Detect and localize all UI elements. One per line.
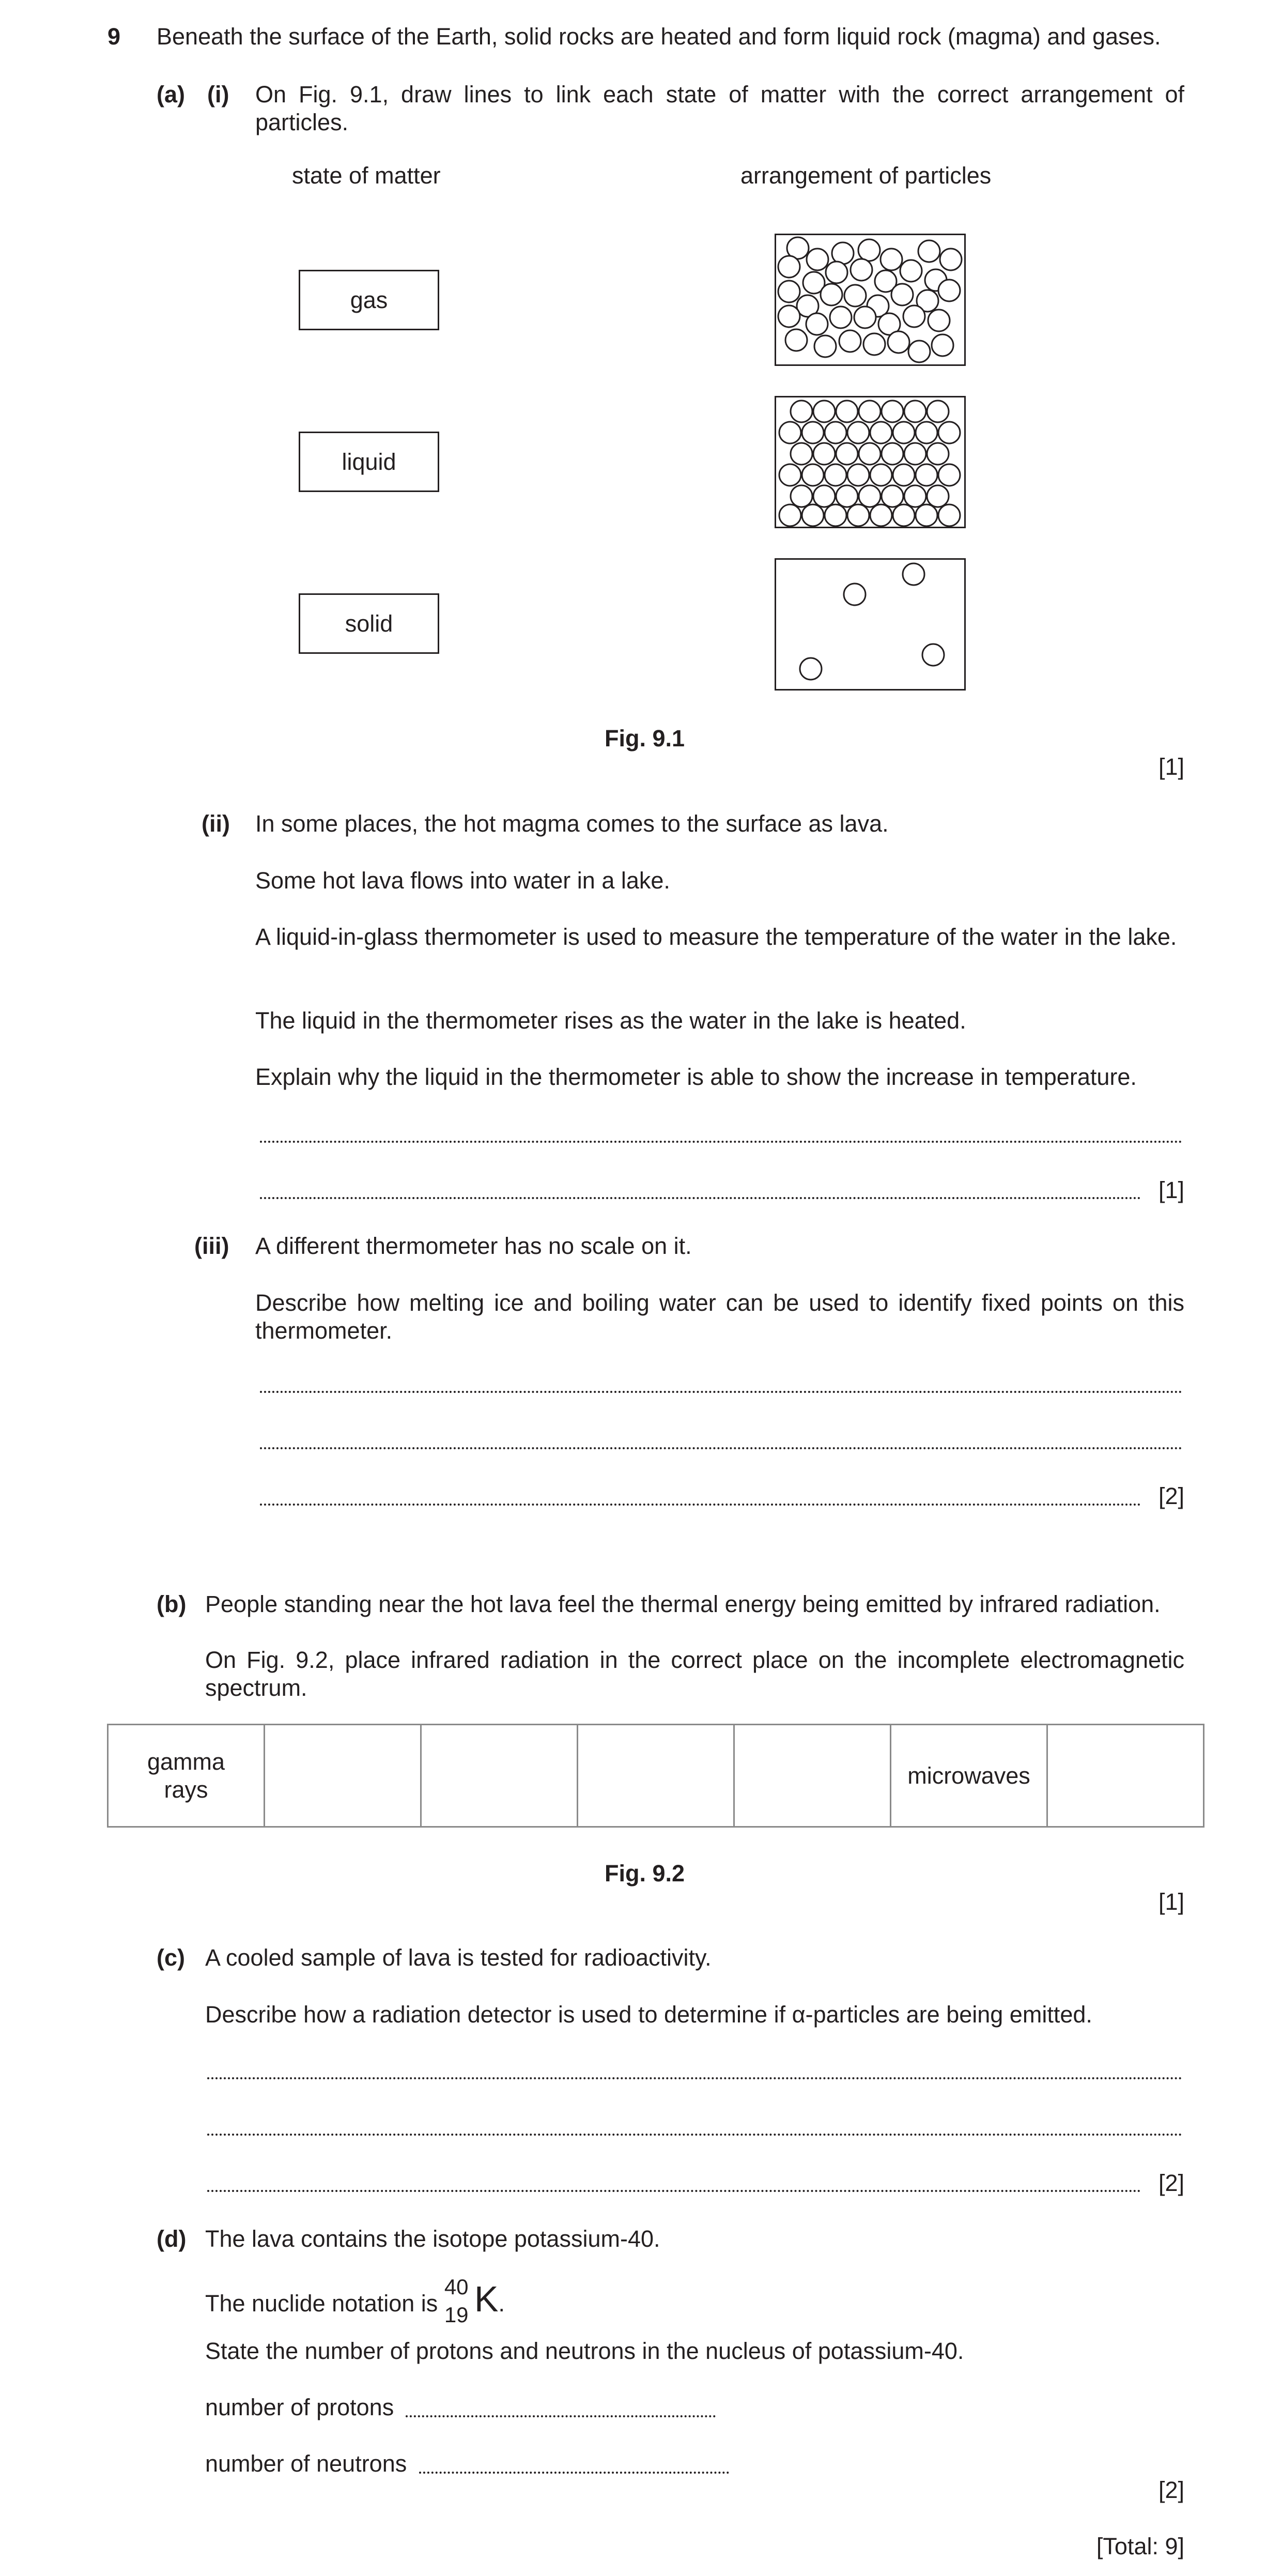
particle: [779, 422, 801, 443]
answer-line[interactable]: [260, 1391, 1182, 1393]
particle: [938, 464, 960, 486]
part-a-ii-p5: Explain why the liquid in the thermometer is able to show the increase in temperature.: [255, 1064, 1137, 1090]
marks-a-i: [1]: [1158, 754, 1184, 780]
particle: [779, 504, 801, 526]
particle: [778, 256, 800, 278]
particle: [859, 485, 881, 507]
particle: [825, 464, 846, 486]
answer-line[interactable]: [260, 1197, 1141, 1199]
question-intro: Beneath the surface of the Earth, solid rocks are heated and form liquid rock (magma) and gases.: [157, 23, 1161, 50]
spectrum-cell-empty[interactable]: [1047, 1725, 1204, 1827]
question-number: 9: [107, 23, 121, 50]
answer-line[interactable]: [260, 1504, 1141, 1506]
particle: [870, 464, 892, 486]
particle: [916, 464, 937, 486]
particle: [904, 401, 926, 422]
particle: [908, 341, 930, 362]
part-b-label: (b): [157, 1591, 187, 1617]
marks-b: [1]: [1158, 1889, 1184, 1915]
state-box-solid: solid: [299, 593, 439, 654]
particle: [836, 443, 858, 465]
neutrons-answer-line[interactable]: [419, 2472, 729, 2474]
part-a-ii-label: (ii): [202, 810, 230, 837]
particle: [882, 443, 903, 465]
particle: [813, 443, 835, 465]
particle: [938, 504, 960, 526]
particle: [807, 249, 828, 270]
particle: [916, 422, 937, 443]
part-a-ii-p3: A liquid-in-glass thermometer is used to measure the temperature of the water in the lake.: [255, 924, 1177, 950]
nuclide-symbol: K: [474, 2279, 499, 2319]
particle: [830, 306, 852, 328]
particle: [814, 335, 836, 357]
answer-line[interactable]: [260, 1447, 1182, 1449]
state-box-liquid: liquid: [299, 432, 439, 492]
particle: [802, 504, 824, 526]
particle: [863, 333, 885, 355]
part-a-iii-p1: A different thermometer has no scale on it.: [255, 1233, 692, 1259]
marks-c: [2]: [1158, 2170, 1184, 2196]
total-marks: [Total: 9]: [1096, 2533, 1184, 2559]
state-box-gas: gas: [299, 270, 439, 330]
particle: [821, 284, 842, 305]
spectrum-cell-empty[interactable]: [578, 1725, 734, 1827]
particles-irregular-diagram: [775, 234, 966, 366]
part-a-i-label: (i): [207, 81, 229, 108]
particle: [882, 485, 903, 507]
particle: [826, 262, 847, 283]
atomic-number: 19: [444, 2303, 469, 2327]
particle: [791, 443, 812, 465]
nuclide-numbers: [444, 2275, 474, 2327]
particle: [922, 644, 944, 666]
particle: [900, 260, 922, 282]
particle: [891, 284, 913, 305]
col-heading-state: state of matter: [292, 162, 441, 189]
particle: [813, 485, 835, 507]
spectrum-cell-empty[interactable]: [265, 1725, 421, 1827]
part-a-iii-label: (iii): [194, 1233, 229, 1259]
particle: [859, 401, 881, 422]
particle: [836, 401, 858, 422]
particle: [791, 485, 812, 507]
particle: [836, 485, 858, 507]
particle: [791, 401, 812, 422]
particle: [778, 281, 800, 302]
spectrum-cell-microwaves: microwaves: [891, 1725, 1047, 1827]
particle: [904, 443, 926, 465]
answer-line[interactable]: [207, 2190, 1141, 2192]
marks-d: [2]: [1158, 2477, 1184, 2503]
marks-a-iii: [2]: [1158, 1483, 1184, 1509]
particles-regular-diagram: [775, 396, 966, 528]
particle: [888, 331, 909, 353]
marks-a-ii: [1]: [1158, 1177, 1184, 1203]
part-c-label: (c): [157, 1944, 185, 1971]
particle: [800, 658, 822, 680]
particle: [870, 422, 892, 443]
particle: [785, 329, 807, 351]
particle: [927, 401, 949, 422]
mass-number: 40: [444, 2275, 469, 2299]
part-d-p1: The lava contains the isotope potassium-40.: [205, 2226, 660, 2252]
spectrum-cell-gamma: gamma rays: [108, 1725, 265, 1827]
answer-line[interactable]: [260, 1141, 1182, 1143]
particle: [851, 259, 872, 281]
particle: [881, 249, 902, 270]
answer-line[interactable]: [207, 2077, 1182, 2079]
particle: [825, 422, 846, 443]
particles-spaced-diagram: [775, 558, 966, 691]
part-a-i-text: On Fig. 9.1, draw lines to link each state of matter with the correct arrangement of particles.: [255, 81, 1184, 135]
particle: [893, 422, 915, 443]
particle: [847, 422, 869, 443]
particle: [932, 334, 953, 356]
particle: [927, 443, 949, 465]
part-b-p1: People standing near the hot lava feel the thermal energy being emitted by infrared radiation.: [205, 1591, 1161, 1617]
particle: [882, 401, 903, 422]
part-d-p3: State the number of protons and neutrons in the nucleus of potassium-40.: [205, 2338, 964, 2364]
em-spectrum-table: [107, 1724, 1204, 1828]
part-d-label: (d): [157, 2226, 187, 2252]
neutrons-label: number of neutrons: [205, 2450, 407, 2477]
part-a-ii-p1: In some places, the hot magma comes to the surface as lava.: [255, 810, 889, 837]
particle: [844, 285, 866, 306]
fig-9-2-caption: Fig. 9.2: [605, 1860, 685, 1887]
particle: [806, 313, 828, 335]
protons-answer-line[interactable]: [406, 2415, 716, 2417]
particle: [916, 504, 937, 526]
particle: [903, 563, 924, 585]
particle: [813, 401, 835, 422]
part-a-iii-p2: Describe how melting ice and boiling water can be used to identify fixed points on this thermometer.: [255, 1290, 1184, 1344]
particle: [859, 443, 881, 465]
particle: [858, 239, 880, 261]
nuclide-prefix: The nuclide notation is: [205, 2290, 438, 2317]
particle: [904, 485, 926, 507]
spectrum-cell-empty[interactable]: [421, 1725, 578, 1827]
part-a-label: (a): [157, 81, 185, 108]
particle: [847, 504, 869, 526]
part-a-ii-p2: Some hot lava flows into water in a lake.: [255, 867, 670, 894]
particle: [940, 249, 962, 270]
part-c-p1: A cooled sample of lava is tested for radioactivity.: [205, 1944, 712, 1971]
particle: [825, 504, 846, 526]
col-heading-arrangement: arrangement of particles: [740, 162, 992, 189]
particle: [847, 464, 869, 486]
particle: [918, 240, 940, 262]
protons-label: number of protons: [205, 2394, 394, 2420]
particle: [854, 306, 876, 328]
answer-line[interactable]: [207, 2134, 1182, 2136]
particle: [893, 504, 915, 526]
particle: [839, 330, 861, 352]
particle: [903, 305, 925, 327]
particle: [844, 584, 866, 605]
particle: [779, 464, 801, 486]
particle: [938, 280, 960, 301]
part-c-p2: Describe how a radiation detector is used to determine if α-particles are being emitted.: [205, 2001, 1092, 2028]
particle: [870, 504, 892, 526]
spectrum-cell-empty[interactable]: [734, 1725, 891, 1827]
fig-9-1-caption: Fig. 9.1: [605, 725, 685, 752]
particle: [927, 485, 949, 507]
part-a-ii-p4: The liquid in the thermometer rises as the water in the lake is heated.: [255, 1007, 966, 1034]
nuclide-notation: [205, 2275, 505, 2327]
particle: [928, 310, 950, 331]
particle: [893, 464, 915, 486]
particle: [778, 305, 800, 327]
particle: [938, 422, 960, 443]
particle: [802, 464, 824, 486]
particle: [802, 422, 824, 443]
part-b-p2: On Fig. 9.2, place infrared radiation in the correct place on the incomplete electromagnetic spectrum.: [205, 1647, 1184, 1701]
nuclide-suffix: .: [498, 2290, 505, 2317]
